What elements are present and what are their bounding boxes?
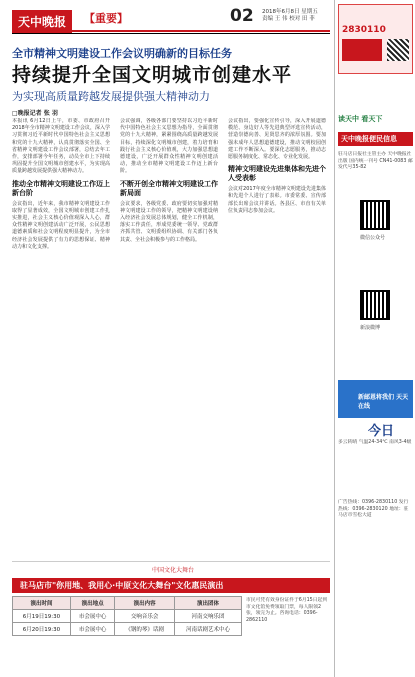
editor-credits: 责编 王 伟 校对 田 菲 — [262, 16, 315, 22]
weibo-qr-label: 新浪微博 — [360, 325, 381, 331]
section-subtitle: 推动全市精神文明建设工作迈上新台阶 — [12, 179, 110, 197]
table-header: 演出内容 — [115, 597, 175, 610]
sidebar-banner — [338, 380, 413, 418]
header-rule-red — [12, 30, 330, 32]
section-subtitle: 精神文明建设先进集体和先进个人受表彰 — [228, 165, 326, 183]
newspaper-logo: 天中晚报 — [12, 10, 72, 33]
table-cell: 河南交响乐团 — [174, 610, 241, 623]
weibo-qr-icon — [360, 290, 390, 320]
paragraph: 本报讯 6月12日上午，市委、市政府召开2018年全市精神文明建设工作会议，深入学习贯彻习近平新时代中国特色社会主义思想和党的十九大精神，认真贯彻落实全国、全省精神文明建设工作会议部署，总结去年工作，安排部署今年任务，动员全市上下持续巩固提升全国文明城市创建水平，为实现高质量跨越发展提供强大精神动力。 — [12, 118, 110, 175]
table-cell: 交响音乐会 — [115, 610, 175, 623]
sidebar-ad — [338, 4, 413, 74]
banner-text: 新邮恩将我们 天天在线 — [358, 394, 409, 410]
paragraph: 会议指出，近年来，我市精神文明建设工作取得了显著成效，全国文明城市创建工作扎实推进，社会主义核心价值观深入人心，群众性精神文明创建活动广泛开展，公民思想道德素质和社会文明程度明显提升，为全市经济社会发展提供了有力的思想保证、精神动力和文化支撑。 — [12, 200, 110, 250]
hotline-info: 广告热线：0396-2830110 发行热线：0396-2830120 地址：驻马店市雪松大道 — [338, 500, 409, 518]
article-byline: □晚报记者 张 羽 — [12, 110, 58, 117]
page-number: 02 — [230, 6, 254, 26]
table-header: 演出团体 — [174, 597, 241, 610]
article-column-1 — [12, 118, 110, 558]
paragraph: 会议指出，要强化宣传引导，深入开展道德模范、身边好人等先进典型评选宣传活动，营造崇德向善、见贤思齐的浓厚氛围。要加强未成年人思想道德建设，推动文明校园创建工作不断深入。要深化志愿服务，推动志愿服务制度化、常态化、专业化发展。 — [228, 118, 326, 161]
header-rule-black — [12, 33, 330, 34]
table-cell: 市会展中心 — [70, 623, 114, 636]
section-subtitle: 不断开创全市精神文明建设工作新局面 — [120, 179, 218, 197]
table-cell: 市会展中心 — [70, 610, 114, 623]
article-kicker: 全市精神文明建设工作会议明确新的目标任务 — [12, 47, 232, 60]
event-notice-details: 市民可凭有效身份证件于6月15日起到市文化馆免费领取门票，每人限领2张，领完为止。咨询电话：0396-2862110 — [246, 598, 328, 623]
table-cell: 《钢的琴》话剧 — [115, 623, 175, 636]
table-row — [13, 610, 242, 623]
event-schedule-table — [12, 596, 242, 636]
wechat-qr-label: 微信公众号 — [360, 235, 386, 241]
issue-meta — [262, 9, 318, 23]
table-header: 演出地点 — [70, 597, 114, 610]
sidebar-slogan: 读天中 看天下 — [338, 115, 383, 123]
wechat-qr-icon — [360, 200, 390, 230]
table-header-row — [13, 597, 242, 610]
paragraph: 会议强调，各级各部门要坚持以习近平新时代中国特色社会主义思想为指导，全面贯彻党的十九大精神，紧紧围绕高质量跨越发展目标，持续深化文明城市创建，着力培育和践行社会主义核心价值观，大力加强思想道德建设，广泛开展群众性精神文明创建活动，推动全市精神文明建设工作迈上新台阶。 — [120, 118, 218, 175]
article-headline: 持续提升全国文明城市创建水平 — [12, 64, 293, 86]
issue-date: 2018年6月8日 星期五 — [262, 9, 318, 15]
paragraph: 会议对2017年度全市精神文明建设先进集体和先进个人进行了表彰。市委常委、宣传部部长出席会议并讲话。各县区、市直有关单位负责同志参加会议。 — [228, 186, 326, 214]
weather-info: 多云转晴 气温24-34℃ 南风3-4级 — [338, 440, 412, 445]
article-column-2 — [120, 118, 218, 558]
event-notice-title: 驻马店市"你用地、我用心·中原文化大舞台"文化惠民演出 — [12, 578, 330, 593]
article-column-3 — [228, 118, 326, 558]
publisher-info: 驻马店日报社主管主办 天中晚报社出版 国内统一刊号 CN41-0083 邮发代号35-82 — [338, 152, 413, 170]
table-row — [13, 623, 242, 636]
article-subhead: 为实现高质量跨越发展提供强大精神动力 — [12, 90, 210, 103]
ad-phone: 2830110 — [342, 25, 386, 35]
sidebar — [338, 0, 415, 677]
paragraph: 会议要求，各级党委、政府要切实加强对精神文明建设工作的领导，把精神文明建设纳入经济社会发展总体规划，健全工作机制，落实工作责任，形成党委统一领导、党政群齐抓共管、文明委组织协调、有关部门各负其责、全社会积极参与的工作格局。 — [120, 200, 218, 243]
table-cell: 河南话剧艺术中心 — [174, 623, 241, 636]
table-cell: 6月19日19:30 — [13, 610, 71, 623]
sidebar-divider — [334, 0, 335, 677]
table-header: 演出时间 — [13, 597, 71, 610]
footer-logo-row — [12, 561, 330, 575]
section-label: 【重要】 — [84, 12, 128, 25]
table-cell: 6月20日19:30 — [13, 623, 71, 636]
ad-image — [342, 39, 382, 61]
ad-qr-icon — [387, 39, 409, 61]
culture-stage-logo: 中国文化大舞台 — [152, 567, 195, 574]
sidebar-title-bar: 天中晚报便民信息 — [338, 132, 413, 146]
weather-today-label: 今日 — [368, 424, 395, 439]
